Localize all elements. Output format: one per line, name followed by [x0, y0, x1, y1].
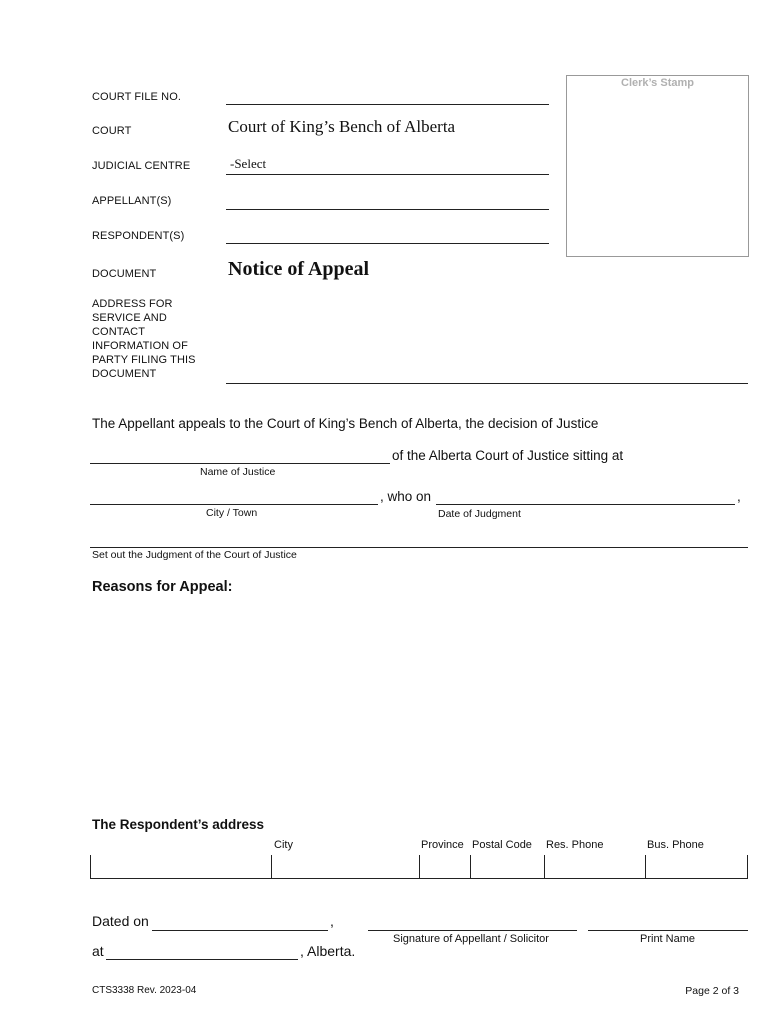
document-title: Notice of Appeal [228, 258, 370, 280]
document-label: DOCUMENT [92, 268, 157, 280]
appeal-intro-text: The Appellant appeals to the Court of King’s Bench of Alberta, the decision of Justice [92, 416, 599, 431]
judicial-centre-underline [226, 174, 549, 175]
address-label-line: DOCUMENT [92, 368, 157, 380]
table-divider [747, 855, 748, 878]
court-value: Court of King’s Bench of Alberta [228, 117, 456, 136]
dated-on-field[interactable] [152, 930, 328, 931]
page-number: Page 2 of 3 [685, 985, 739, 997]
at-label: at [92, 943, 104, 959]
court-file-field[interactable] [226, 104, 549, 105]
clerk-stamp-label: Clerk’s Stamp [621, 77, 694, 89]
court-file-label: COURT FILE NO. [92, 91, 182, 103]
address-label-line: INFORMATION OF [92, 340, 188, 352]
judicial-centre-select[interactable]: -Select [230, 156, 267, 171]
city-town-field[interactable] [90, 504, 378, 505]
province-field[interactable] [420, 856, 469, 877]
judgment-field[interactable] [90, 547, 748, 548]
name-of-justice-caption: Name of Justice [200, 466, 276, 478]
col-province-header: Province [421, 839, 464, 851]
dated-on-label: Dated on [92, 913, 149, 929]
col-city-header: City [274, 839, 293, 851]
print-name-field[interactable] [588, 930, 748, 931]
col-postal-code-header: Postal Code [472, 839, 532, 851]
respondents-label: RESPONDENT(S) [92, 230, 185, 242]
reasons-text-area[interactable] [92, 600, 748, 810]
clerk-stamp-box [566, 75, 749, 257]
sitting-at-text: of the Alberta Court of Justice sitting at [392, 448, 624, 463]
print-name-caption: Print Name [640, 933, 696, 945]
alberta-text: , Alberta. [300, 943, 356, 959]
address-label [92, 297, 196, 381]
appellants-label: APPELLANT(S) [92, 195, 172, 207]
judicial-centre-label: JUDICIAL CENTRE [92, 160, 191, 172]
city-field[interactable] [272, 856, 418, 877]
respondent-address-field[interactable] [90, 878, 748, 879]
respondent-address-heading: The Respondent’s address [92, 817, 265, 832]
signature-field[interactable] [368, 930, 577, 931]
address-label-line: SERVICE AND [92, 312, 167, 324]
res-phone-field[interactable] [545, 856, 644, 877]
date-of-judgment-caption: Date of Judgment [438, 508, 521, 520]
city-town-caption: City / Town [206, 507, 258, 519]
col-res-phone-header: Res. Phone [546, 839, 604, 851]
respondents-field[interactable] [226, 243, 549, 244]
justice-name-field[interactable] [90, 463, 390, 464]
address-label-line: ADDRESS FOR [92, 298, 173, 310]
court-label: COURT [92, 125, 132, 137]
reasons-heading: Reasons for Appeal: [92, 579, 233, 595]
table-divider [90, 855, 91, 878]
signature-caption: Signature of Appellant / Solicitor [393, 933, 549, 945]
postal-code-field[interactable] [471, 856, 543, 877]
who-on-text: , who on [380, 489, 432, 504]
address-label-line: CONTACT [92, 326, 146, 338]
date-of-judgment-field[interactable] [436, 504, 735, 505]
address-field[interactable] [226, 383, 748, 384]
col-bus-phone-header: Bus. Phone [647, 839, 704, 851]
bus-phone-field[interactable] [646, 856, 746, 877]
dated-comma: , [330, 913, 334, 929]
set-out-judgment-caption: Set out the Judgment of the Court of Justice [92, 549, 297, 561]
comma-text: , [737, 489, 741, 504]
appellants-field[interactable] [226, 209, 549, 210]
form-code: CTS3338 Rev. 2023-04 [92, 985, 197, 996]
address-label-line: PARTY FILING THIS [92, 354, 196, 366]
location-field[interactable] [106, 959, 298, 960]
